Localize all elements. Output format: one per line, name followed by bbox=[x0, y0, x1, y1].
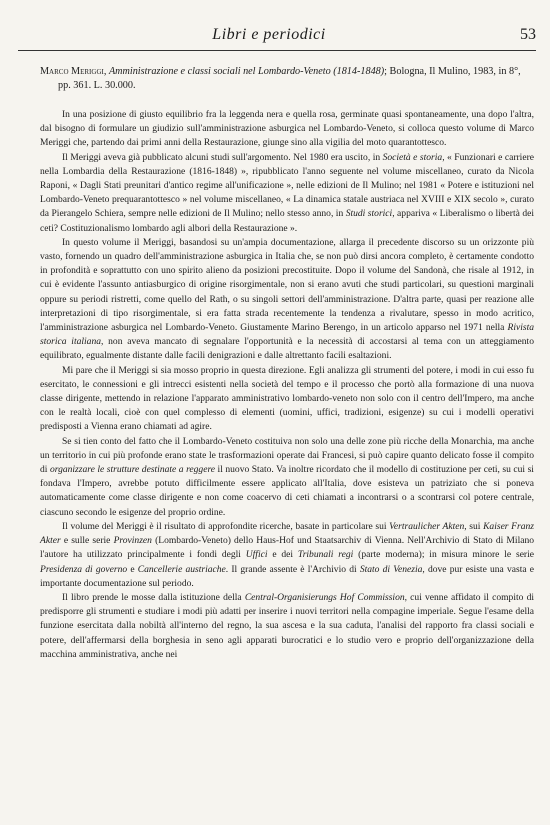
italic-text: Uffici bbox=[245, 549, 268, 561]
paragraph-text: e sulle serie bbox=[60, 535, 114, 547]
paragraph-text: Il Meriggi aveva già pubblicato alcuni studi sull'argomento. Nel 1980 era uscito, in bbox=[62, 151, 383, 163]
paragraph-text: , appariva « Liberalismo o libertà dei ceti? Costituzionalismo lombardo agli albori della Restaurazione ». bbox=[40, 208, 534, 234]
paragraph-text: . Il grande assente è l'Archivio di bbox=[225, 563, 360, 575]
page-number: 53 bbox=[520, 26, 536, 43]
paragraph-text: e dei bbox=[267, 549, 298, 561]
citation-details: ; Bologna, Il Mulino, 1983, in 8°, pp. 361. L. 30.000. bbox=[58, 66, 521, 91]
italic-text: Stato di Venezia bbox=[359, 563, 423, 575]
running-title: Libri e periodici bbox=[212, 26, 326, 43]
running-header bbox=[18, 14, 536, 51]
paragraph-text: Il libro prende le mosse dalla istituzione della bbox=[62, 591, 245, 603]
italic-text: Tribunali regi bbox=[297, 549, 354, 561]
review-paragraph bbox=[40, 591, 534, 662]
paragraph-text: , sui bbox=[464, 520, 484, 532]
book-citation bbox=[40, 65, 534, 93]
paragraph-text: , « Funzionari e carriere nella Lombardia della Restaurazione (1816-1848) », ripubblicato l'anno seguente nel volume miscellaneo, curato da Nicola Raponi, « Dagli Stati preunitari d'antico regime all'unificazione », nelle edizioni de Il Mulino; nel 1981 « Potere e istituzioni nel Lombardo-Veneto prequarantottesco » nel volume miscellaneo, « La dinamica statale austriaca nel XVIII e XIX secolo », curato da Pierangelo Schiera, sempre nelle edizioni de Il Mulino; nello stesso anno, in bbox=[40, 151, 534, 220]
italic-text: Presidenza di governo bbox=[40, 563, 128, 575]
paragraph-text: il nuovo Stato. Va inoltre ricordato che il modello di costituzione per ceti, su cui si fondava l'Impero, avrebbe potuto difficilmente essere applicato all'Italia, dove esisteva un patriziato che si poneva automaticamente come classe dirigente e non come coacervo di ceti chiamati a incontrarsi o a scontrarsi col potere centrale, ciascuno secondo le esigenze del proprio ordine. bbox=[40, 464, 534, 518]
review-paragraph bbox=[40, 364, 534, 435]
italic-text: Rivista storica italiana bbox=[40, 322, 534, 348]
paragraph-text: e bbox=[127, 563, 138, 575]
review-body bbox=[40, 108, 534, 662]
review-paragraph bbox=[40, 151, 534, 236]
paragraph-text: In una posizione di giusto equilibrio fra la leggenda nera e quella rosa, germinate quasi spontaneamente, una dopo l'altra, dal bisogno di formulare un giudizio sull'amministrazione asburgica nel Lombardo-Veneto, si colloca questo volume di Marco Meriggi che, partendo dai primi anni della Restaurazione, giunge sino alla vigilia del moto quarantottesco. bbox=[40, 109, 534, 149]
italic-text: organizzare le strutture destinate a reggere bbox=[49, 464, 216, 476]
italic-text: Central-Organisierungs Hof Commission bbox=[244, 591, 405, 603]
italic-text: Vertraulicher Akten bbox=[389, 520, 465, 532]
paragraph-text: Mi pare che il Meriggi si sia mosso proprio in questa direzione. Egli analizza gli strumenti del potere, i modi in cui esso fu esercitato, le connessioni e gli intrecci esistenti nella società del tempo e il processo che portò alla formazione di una nuova classe dirigente, mettendo in relazione l'apparato amministrativo lombardo-veneto non solo con il centro dell'Impero, ma anche con le realtà locali, cioè con quel complesso di elementi (uomini, uffici, tradizioni, esigenze) su cui i modelli operativi predisposti a Vienna erano chiamati ad agire. bbox=[40, 364, 534, 433]
italic-text: Kaiser Franz Akter bbox=[40, 520, 534, 547]
review-paragraph bbox=[40, 435, 534, 520]
paragraph-text: (Lombardo-Veneto) dello Haus-Hof und Staatsarchiv di Vienna. Nell'Archivio di Stato di Milano l'autore ha utilizzato principalmente i fondi degli bbox=[40, 535, 535, 561]
citation-author: Marco Meriggi, bbox=[40, 66, 107, 77]
paragraph-text: Il volume del Meriggi è il risultato di approfondite ricerche, basate in particolare sui bbox=[62, 520, 390, 532]
italic-text: Provinzen bbox=[113, 535, 152, 547]
review-paragraph bbox=[40, 236, 534, 364]
paragraph-text: (parte moderna); in misura minore le serie bbox=[353, 549, 534, 561]
italic-text: Cancellerie austriache bbox=[137, 563, 226, 575]
review-paragraph bbox=[40, 108, 534, 151]
paragraph-text: In questo volume il Meriggi, basandosi su un'ampia documentazione, allarga il precedente discorso su un orizzonte più vasto, fornendo un quadro dell'amministrazione asburgica in Italia che, se non può dirsi ancora completo, è certamente condotto in profondità e soprattutto con uno spirito alieno da posizioni precostituite. Dopo il volume del Sandonà, che risale al 1912, in cui è evidente l'assunto antiasburgico di origine risorgimentale, non si erano avuti che studi particolari, su questioni marginali oppure su periodi ristretti, come quello del Rath, o su singoli settori dell'amministrazione. D'altra parte, quasi per reazione alle interpretazioni di tipo risorgimentale, si era fatta strada recentemente la tendenza a rivalutare, spesso in modo acritico, l'amministrazione asburgica nel Lombardo-Veneto. Giustamente Marino Berengo, in un articolo apparso nel 1971 nella bbox=[40, 236, 534, 334]
italic-text: Studi storici bbox=[345, 208, 393, 220]
paragraph-text: , cui venne affidato il compito di predisporre gli strumenti e studiare i modi più adatti per inserire i nuovi territori nella compagine imperiale. Segue l'esame della funzione esercitata dalla nobiltà all'interno del regno, la sua ascesa e la sua caduta, l'analisi del rapporto fra classi sociali e potere, dell'affermarsi della borghesia in seno agli apparati burocratici e lo studio vero e proprio dell'organizzazione della macchina amministrativa, anche nei bbox=[40, 591, 534, 660]
paragraph-text: , dove pur esiste una vasta e importante documentazione sul periodo. bbox=[40, 563, 534, 589]
paragraph-text: , non aveva mancato di segnalare l'opportunità e la necessità di accostarsi al tema con un atteggiamento equilibrato, egualmente distante dalle facili denigrazioni e dalle altrettanto facili esaltazioni. bbox=[40, 336, 534, 362]
review-paragraph bbox=[40, 520, 534, 591]
italic-text: Società e storia bbox=[382, 151, 443, 163]
paragraph-text: Se si tien conto del fatto che il Lombardo-Veneto costituiva non solo una delle zone più ricche della Monarchia, ma anche un territorio in cui più profonde erano state le trasformazioni operate dai Francesi, si può capire quanto delicato fosse il compito di bbox=[40, 435, 534, 476]
citation-title: Amministrazione e classi sociali nel Lombardo-Veneto (1814-1848) bbox=[108, 66, 385, 77]
